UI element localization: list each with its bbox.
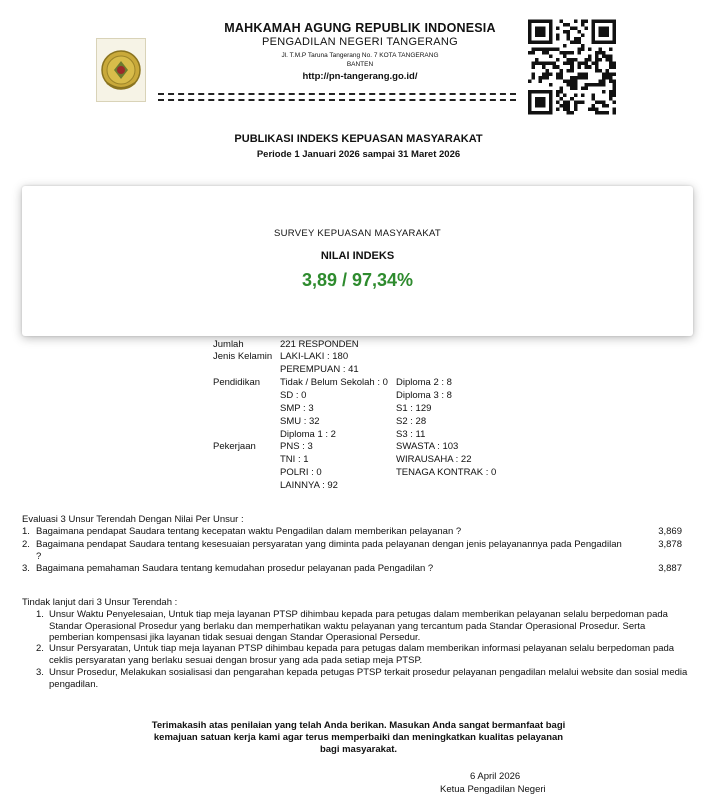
evaluation-item-value: 3,887 [658,563,682,574]
followup-item-number: 3. [36,667,44,678]
thank-you-message: Terimakasih atas penilaian yang telah Anda berikan. Masukan Anda sangat bermanfaat bagi kemajuan satuan kerja kami agar terus memperbaiki dan meningkatkan kualitas pelayanan bagi masyarakat. [151,720,566,755]
institution-name: MAHKAMAH AGUNG REPUBLIK INDONESIA [224,21,496,35]
education-item: Diploma 1 : 2 [280,429,336,440]
education-item: S3 : 11 [396,429,426,440]
qr-code [528,19,616,115]
occupation-item: PNS : 3 [280,441,313,452]
evaluation-item [22,526,682,538]
occupation-item: WIRAUSAHA : 22 [396,454,472,465]
court-address: Jl. T.M.P Taruna Tangerang No. 7 KOTA TANGERANG [281,52,439,59]
followup-item-number: 2. [36,643,44,654]
signatory-title: Ketua Pengadilan Negeri [440,784,546,795]
evaluation-item-value: 3,869 [658,526,682,537]
education-label: Pendidikan [213,377,261,388]
education-item: S1 : 129 [396,403,432,414]
occupation-item: POLRI : 0 [280,467,322,478]
followup-item-number: 1. [36,609,44,620]
followup-item-text: Unsur Prosedur, Melakukan sosialisasi dan pengarahan kepada petugas PTSP terkait prosedur pelayanan pengadilan melalui website dan sosial media pengadilan. [49,667,688,690]
evaluation-item [22,539,682,563]
gender-label: Jenis Kelamin [213,351,273,362]
document-date: 6 April 2026 [470,771,521,782]
evaluation-item-number: 3. [22,563,30,574]
occupation-item: LAINNYA : 92 [280,480,338,491]
evaluation-item-text: Bagaimana pemahaman Saudara tentang kemudahan prosedur pelayanan pada Pengadilan ? [36,563,434,574]
respondent-count-value: 221 RESPONDEN [280,339,359,350]
education-item: S2 : 28 [396,416,427,427]
education-item: SMP : 3 [280,403,314,414]
gender-female: PEREMPUAN : 41 [280,364,359,375]
court-name: PENGADILAN NEGERI TANGERANG [262,36,458,48]
court-website-link[interactable]: http://pn-tangerang.go.id/ [302,71,418,82]
survey-title: SURVEY KEPUASAN MASYARAKAT [273,228,442,239]
evaluation-item-number: 2. [22,539,30,550]
gender-male: LAKI-LAKI : 180 [280,351,349,362]
occupation-item: TENAGA KONTRAK : 0 [396,467,497,478]
education-item: Diploma 3 : 8 [396,390,452,401]
evaluation-item-text: Bagaimana pendapat Saudara tentang kesesuaian persyaratan yang diminta pada pelayanan dengan jenis pelayanannya pada Pengadilan ? [36,539,622,562]
followup-item [36,667,686,691]
education-item: Diploma 2 : 8 [396,377,452,388]
evaluation-item-number: 1. [22,526,30,537]
followup-item [36,609,686,645]
education-item: SD : 0 [280,390,307,401]
evaluation-title: Evaluasi 3 Unsur Terendah Dengan Nilai Per Unsur : [22,514,244,525]
evaluation-item-value: 3,878 [658,539,682,550]
index-label: NILAI INDEKS [320,250,395,262]
court-emblem-logo [96,38,146,102]
education-item: Tidak / Belum Sekolah : 0 [280,377,388,388]
evaluation-item [22,563,682,575]
followup-item-text: Unsur Persyaratan, Untuk tiap meja layanan PTSP dihimbau kepada para petugas dalam memberikan informasi pelayanan selalu berpedoman pada ceklis persyaratan yang berlaku sesuai dengan brosur yang ada pada setiap meja PTSP. [49,643,675,666]
followup-title: Tindak lanjut dari 3 Unsur Terendah : [22,597,178,608]
followup-item [36,643,686,667]
followup-item-text: Unsur Waktu Penyelesaian, Untuk tiap meja layanan PTSP dihimbau kepada para petugas dalam memberikan pelayanan selalu berpedoman pada Standar Operasional Prosedur yang berlaku dan memperhatikan waktu pelayanan yang tercantum pada Standar Operasional Prosedur. Serta pemberian kompensasi jika layanan tidak sesuai dengan Standar Operasional Persedur. [49,609,668,643]
evaluation-item-text: Bagaimana pendapat Saudara tentang kecepatan waktu Pengadilan dalam memberikan pelayanan ? [36,526,462,537]
court-province: BANTEN [346,61,374,68]
header-divider [158,93,516,101]
respondent-count-label: Jumlah [213,339,244,350]
occupation-item: SWASTA : 103 [396,441,459,452]
publication-period: Periode 1 Januari 2026 sampai 31 Maret 2026 [256,149,461,160]
occupation-item: TNI : 1 [280,454,309,465]
education-item: SMU : 32 [280,416,320,427]
index-value: 3,89 / 97,34% [301,270,414,290]
occupation-label: Pekerjaan [213,441,256,452]
publication-title: PUBLIKASI INDEKS KEPUASAN MASYARAKAT [234,133,483,145]
